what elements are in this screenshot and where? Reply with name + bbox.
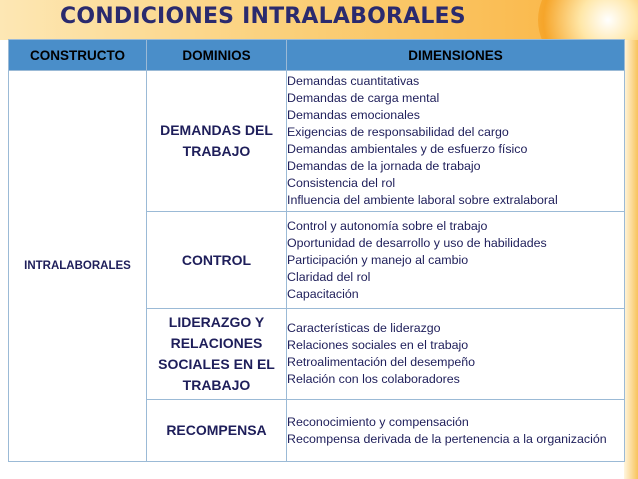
dimensions-cell: [287, 309, 625, 400]
side-band: [624, 40, 638, 479]
dimension-item: Demandas ambientales y de esfuerzo físico: [287, 142, 528, 156]
dimension-item: Demandas de la jornada de trabajo: [287, 159, 481, 173]
constructo-cell: INTRALABORALES: [9, 71, 147, 462]
header-dominios: DOMINIOS: [147, 40, 287, 71]
dimension-item: Demandas emocionales: [287, 108, 420, 122]
dimension-item: Influencia del ambiente laboral sobre extralaboral: [287, 193, 558, 207]
dimension-item: Participación y manejo al cambio: [287, 252, 469, 267]
dimension-item: Características de liderazgo: [287, 321, 441, 335]
dimension-item: Demandas de carga mental: [287, 91, 440, 105]
table-row: [9, 71, 625, 212]
dimensions-cell: [287, 212, 625, 309]
domain-cell: LIDERAZGO Y RELACIONES SOCIALES EN EL TRABAJO: [147, 309, 287, 400]
header-dimensiones: DIMENSIONES: [287, 40, 625, 71]
header-constructo: CONSTRUCTO: [9, 40, 147, 71]
domain-cell: DEMANDAS DEL TRABAJO: [147, 71, 287, 212]
dimension-item: Consistencia del rol: [287, 176, 396, 190]
domain-cell: CONTROL: [147, 212, 287, 309]
dimensions-cell: [287, 71, 625, 212]
dimension-item: Oportunidad de desarrollo y uso de habilidades: [287, 235, 547, 250]
dimension-item: Recompensa derivada de la pertenencia a la organización: [287, 431, 607, 446]
dimensions-cell: [287, 400, 625, 462]
dimension-item: Retroalimentación del desempeño: [287, 355, 476, 369]
domain-cell: RECOMPENSA: [147, 400, 287, 462]
header-row: [9, 40, 625, 71]
dimension-item: Exigencias de responsabilidad del cargo: [287, 125, 509, 139]
dimension-item: Reconocimiento y compensación: [287, 414, 469, 429]
dimension-item: Relación con los colaboradores: [287, 372, 460, 386]
dimension-item: Demandas cuantitativas: [287, 74, 420, 88]
dimension-item: Capacitación: [287, 286, 359, 301]
dimension-item: Claridad del rol: [287, 269, 371, 284]
dimension-item: Relaciones sociales en el trabajo: [287, 338, 469, 352]
dimension-item: Control y autonomía sobre el trabajo: [287, 218, 488, 233]
conditions-table: [8, 39, 625, 462]
page-title: CONDICIONES INTRALABORALES: [60, 4, 466, 29]
